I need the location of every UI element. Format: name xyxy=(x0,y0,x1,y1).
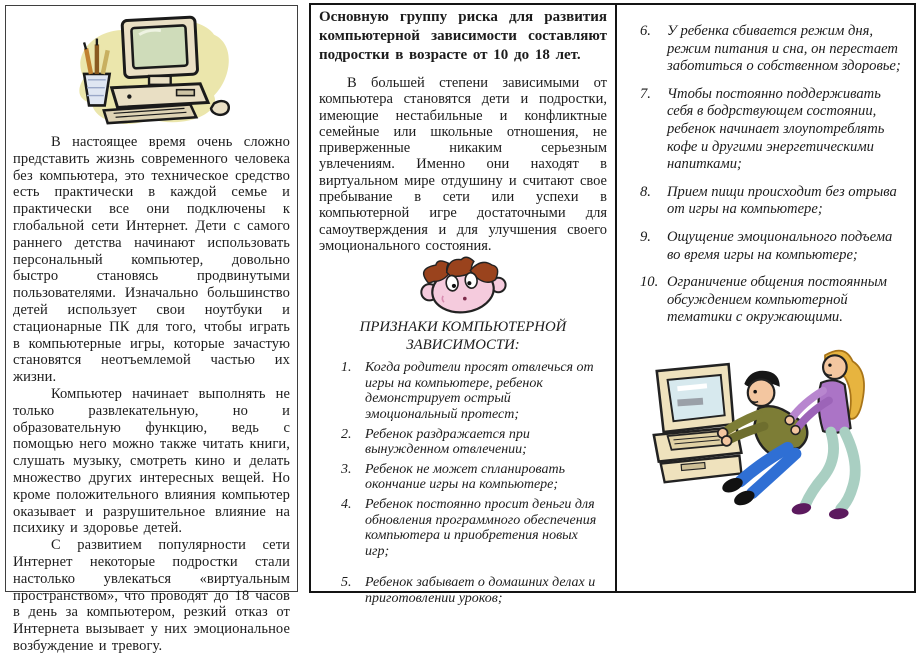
sign-text: У ребенка сбивается режим дня, режим питания и сна, он перестает заботиться о собственном здоровье; xyxy=(667,23,901,75)
left-paragraph-3: С развитием популярности сети Интернет некоторые подростки стали настолько увлекаться «виртуальным пространством», что проводят до 18 часов в день за компьютером, резкий отказ от Интернета вызывает у них эмоциональное возбуждение и тревогу. xyxy=(13,537,290,654)
signs-heading: ПРИЗНАКИ КОМПЬЮТЕРНОЙ ЗАВИСИМОСТИ: xyxy=(359,319,567,354)
sign-item xyxy=(637,229,906,264)
sign-text: Ребенок забывает о домашних делах и приготовлении уроков; xyxy=(365,575,596,606)
risk-group-lead: Основную группу риска для развития компьютерной зависимости составляют подростки в возрасте от 10 до 18 лет. xyxy=(319,9,607,63)
sign-item xyxy=(637,274,906,327)
sign-item xyxy=(339,360,607,422)
right-panel xyxy=(617,3,916,593)
sign-item xyxy=(637,23,906,76)
sign-number: 3. xyxy=(341,461,352,477)
signs-list-1-5 xyxy=(319,360,607,606)
sign-text: Ребенок не может спланировать окончание игры на компьютере; xyxy=(365,461,565,493)
left-paragraph-1: В настоящее время очень сложно представить жизнь современного человека без компьютера, это техническое средство есть практически в каждой семье и практически все они подключены к глобальной сети Интернет. Дети с самого раннего детства начинают использовать персональный компьютер, довольно быстро становясь продвинутыми пользователями. Изначально большинство детей использует свои ноутбуки и стационарные ПК для того, чтобы играть в компьютерные игры, которые зачастую становятся неотъемлемой частью их жизни. xyxy=(13,134,290,386)
sign-number: 6. xyxy=(640,23,651,39)
sign-item xyxy=(339,462,607,493)
sign-item xyxy=(339,427,607,458)
left-panel xyxy=(5,5,298,654)
sign-item xyxy=(637,86,906,174)
sign-number: 7. xyxy=(640,85,651,102)
sign-number: 9. xyxy=(640,228,651,245)
sign-text: Ребенок раздражается при вынужденном отвлечении; xyxy=(365,426,530,458)
signs-list-6-10 xyxy=(623,23,906,327)
boy-face-figure xyxy=(319,256,607,316)
sign-number: 10. xyxy=(640,274,659,291)
middle-panel xyxy=(309,3,617,606)
mother-pulling-child-from-computer-icon xyxy=(642,337,888,533)
sign-text: Ребенок постоянно просит деньги для обновления программного обеспечения компьютера и приобретения новых игр; xyxy=(365,497,597,559)
sign-item xyxy=(637,184,906,219)
sign-number: 5. xyxy=(341,575,352,591)
sign-text: Прием пищи происходит без отрыва от игры на компьютере; xyxy=(667,183,897,218)
pulling-scene-figure xyxy=(623,337,906,533)
sign-text: Чтобы постоянно поддерживать себя в бодрствующем состоянии, ребенок начинает злоупотреблять кофе и другими энергетическими напитками; xyxy=(667,85,885,173)
sign-number: 8. xyxy=(640,183,651,200)
middle-paragraph: В большей степени зависимыми от компьютера становятся дети и подростки, имеющие нестабильные и конфликтные семейные или школьные отношения, не приверженные никаким серьезным увлечениям. Именно они находят в виртуальном мире отдушину и считают свое пребывание в сети или успехи в компьютерной игре достаточными для самоутверждения и для улучшения своего эмоционального состояния. xyxy=(319,75,607,254)
left-paragraph-2: Компьютер начинает выполнять не только развлекательную, но и образовательную функцию, ведь с помощью него можно также читать книги, слушать музыку, смотреть кино и делать множество других интересных вещей. Но кроме положительного влияния компьютер оказывает и разрушительное влияние на психику и здоровье детей. xyxy=(13,385,290,537)
sign-text: Ощущение эмоционального подъема во время игры на компьютере; xyxy=(667,228,893,263)
sign-number: 2. xyxy=(341,426,352,442)
sign-text: Когда родители просят отвлечься от игры на компьютере, ребенок демонстрирует острый эмоциональный протест; xyxy=(365,360,594,423)
sign-text: Ограничение общения постоянным обсуждением компьютерной тематики с окружающими. xyxy=(667,274,887,326)
computer-clipart-figure xyxy=(13,8,290,134)
surprised-boy-face-icon xyxy=(407,256,519,314)
desktop-computer-clipart-icon xyxy=(49,9,254,133)
sign-item xyxy=(339,497,607,559)
sign-number: 4. xyxy=(341,497,352,513)
sign-number: 1. xyxy=(341,360,352,376)
